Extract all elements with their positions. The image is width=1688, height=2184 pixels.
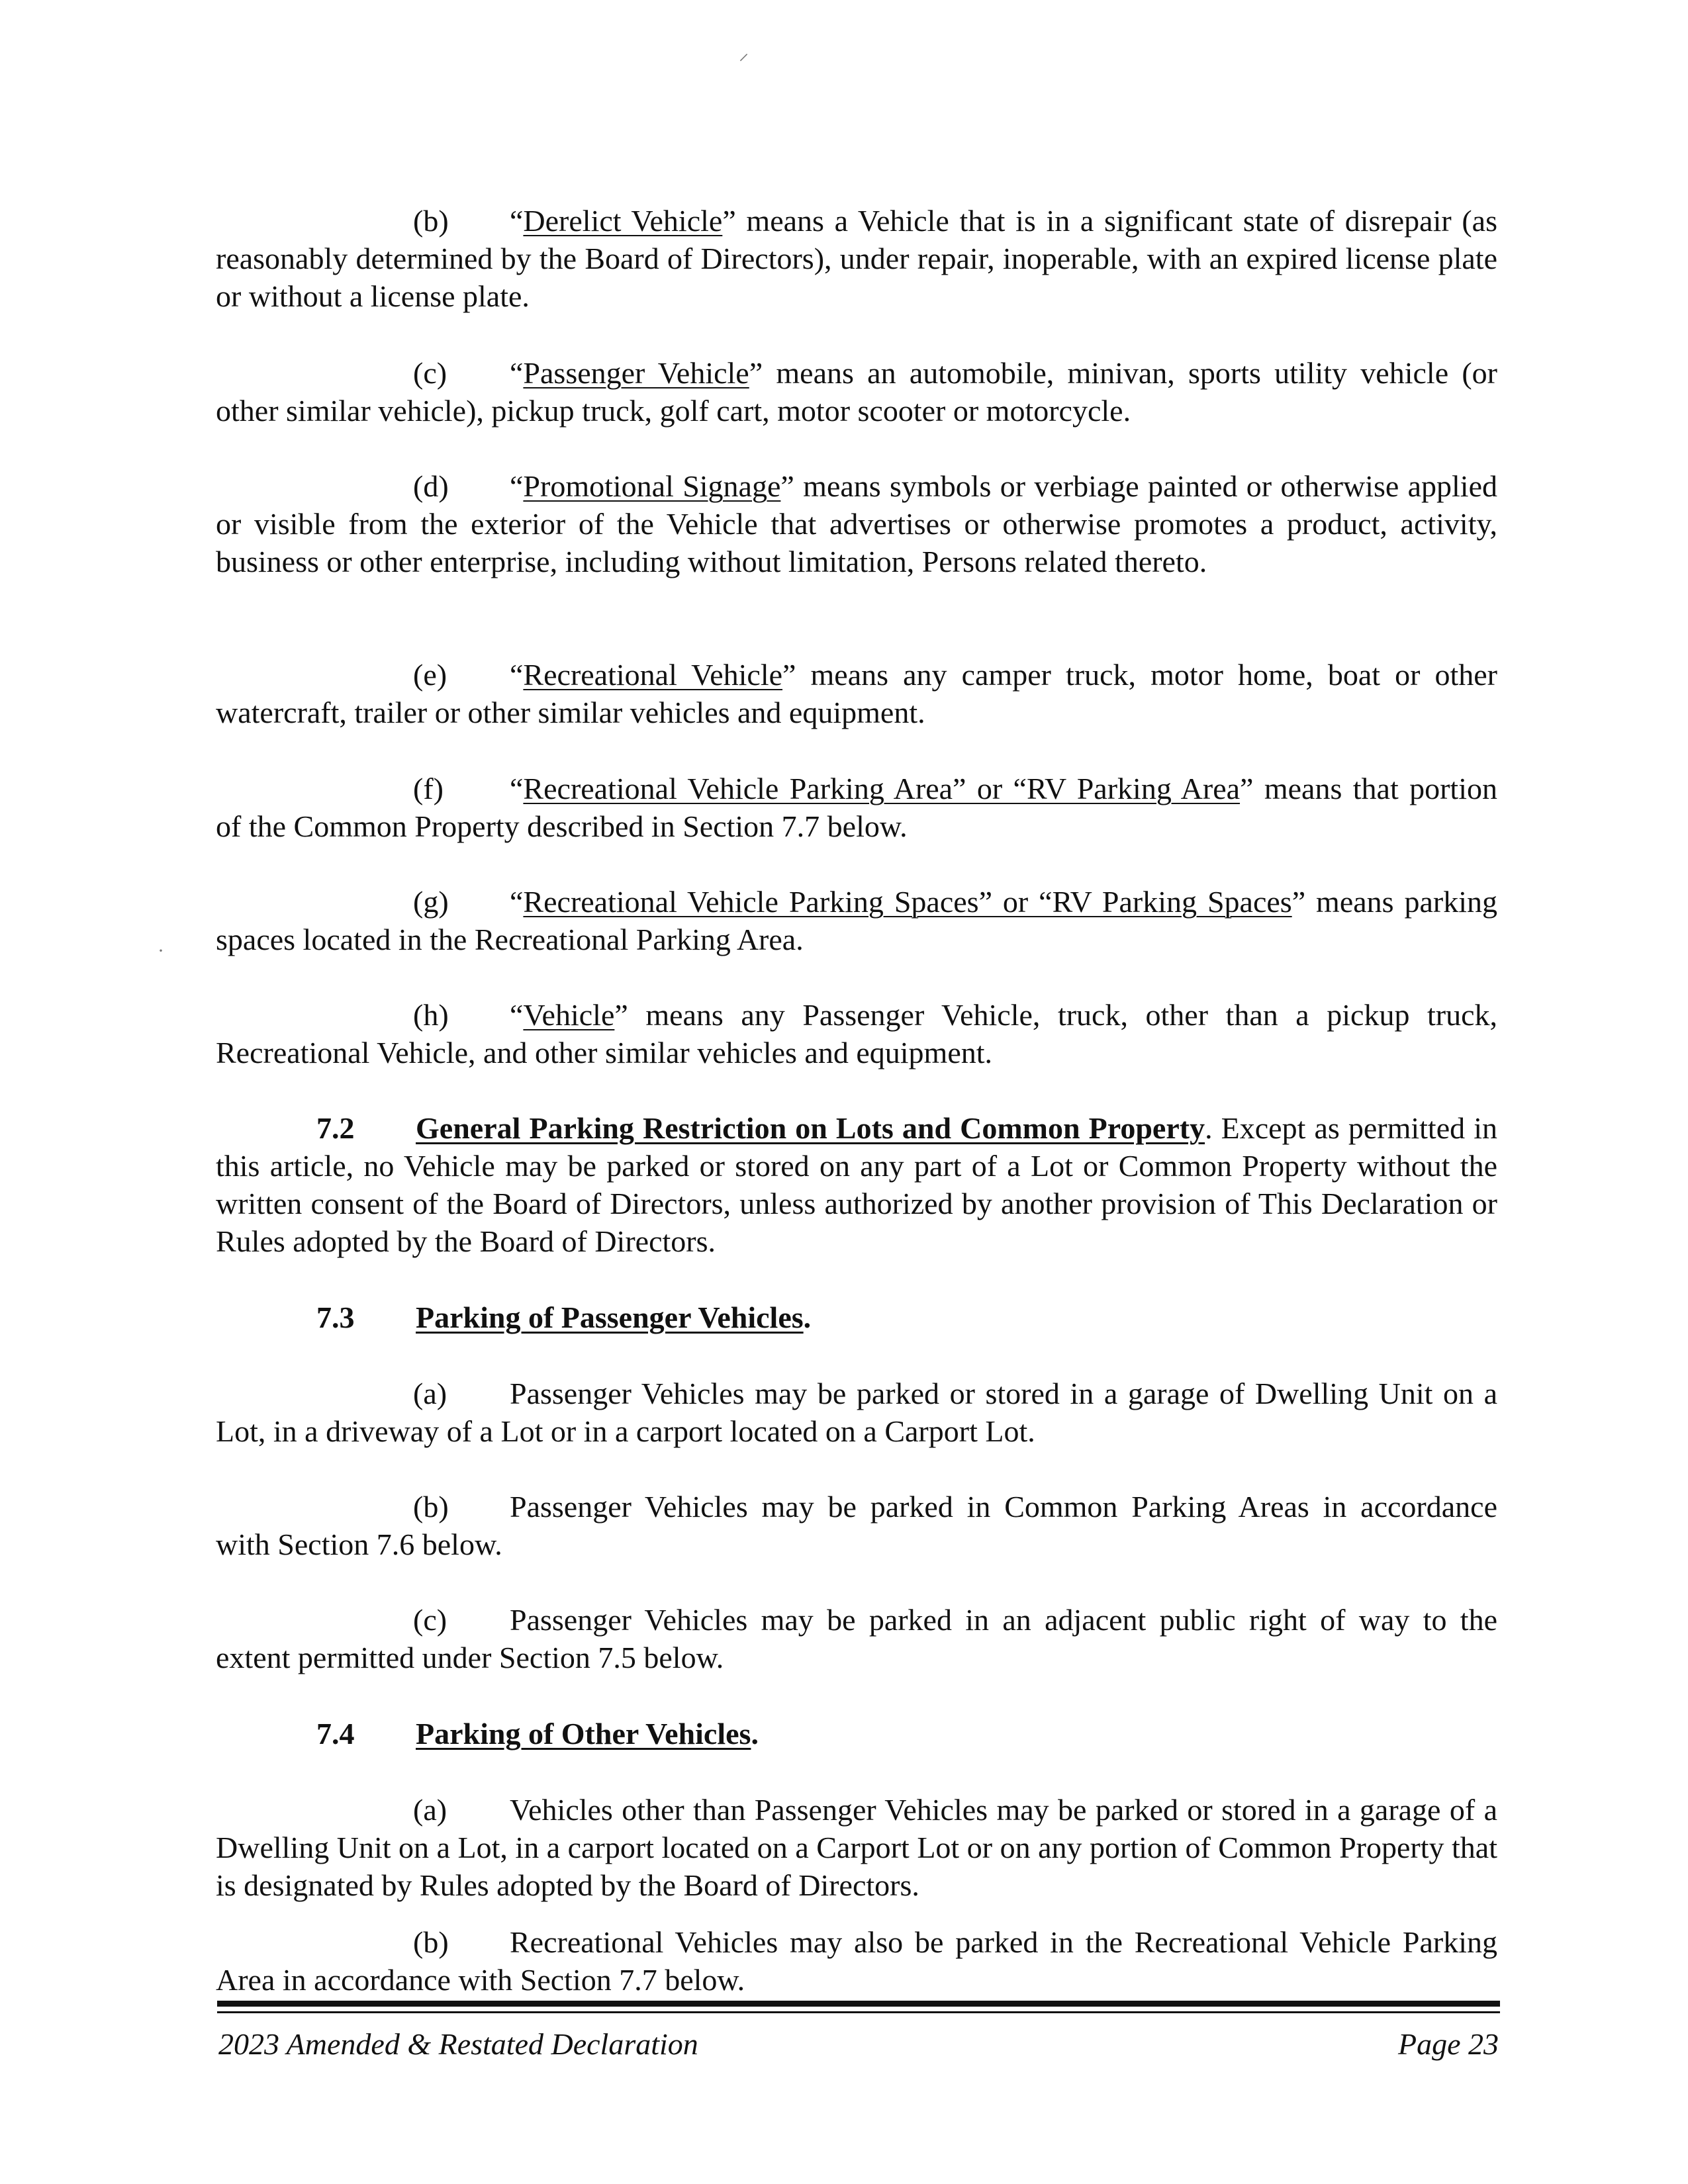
defined-term: Promotional Signage — [523, 469, 781, 503]
scan-mark: · — [158, 940, 164, 962]
item-letter: (f) — [413, 772, 444, 805]
item-text: Passenger Vehicles may be parked in Common Parking Areas in accordance with Section 7.6 below. — [216, 1490, 1497, 1561]
section-number: 7.2 — [316, 1111, 355, 1145]
definition-b: (b) “Derelict Vehicle” means a Vehicle that is in a significant state of disrepair (as reasonably determined by the Board of Directors), under repair, inoperable, with an expired license plate or without a license plate. — [216, 202, 1497, 315]
section-7-3-item-a — [216, 1375, 1497, 1450]
section-title: General Parking Restriction on Lots and Common Property — [416, 1111, 1205, 1145]
section-7-2 — [216, 1109, 1497, 1260]
section-7-3-item-b — [216, 1488, 1497, 1563]
item-letter: (e) — [413, 658, 447, 692]
section-text: . Except as permitted in this article, no Vehicle may be parked or stored on any part of a Lot or Common Property without the written consent of the Board of Directors, unless authorized by another provision of This Declaration or Rules adopted by the Board of Directors. — [216, 1111, 1497, 1258]
definition-e: (e) “Recreational Vehicle” means any camper truck, motor home, boat or other watercraft, trailer or other similar vehicles and equipment. — [216, 656, 1497, 731]
page-number: Page 23 — [1397, 2027, 1499, 2061]
section-number: 7.4 — [316, 1717, 355, 1751]
item-letter: (g) — [413, 885, 449, 919]
footer-title: 2023 Amended & Restated Declaration — [218, 2027, 698, 2061]
item-text: Passenger Vehicles may be parked or stored in a garage of Dwelling Unit on a Lot, in a driveway of a Lot or in a carport located on a Carport Lot. — [216, 1377, 1497, 1448]
section-7-4-item-b — [216, 1923, 1497, 1999]
defined-term: Recreational Vehicle — [523, 658, 783, 692]
item-text: Recreational Vehicles may also be parked in the Recreational Vehicle Parking Area in accordance with Section 7.7 below. — [216, 1925, 1497, 1997]
defined-term: Passenger Vehicle — [523, 356, 749, 390]
defined-term: Vehicle — [523, 998, 615, 1032]
definition-g: (g) “Recreational Vehicle Parking Spaces” or “RV Parking Spaces” means parking spaces located in the Recreational Parking Area. — [216, 883, 1497, 958]
item-letter: (h) — [413, 998, 449, 1032]
item-letter: (c) — [413, 356, 447, 390]
section-7-4-heading — [316, 1715, 759, 1752]
item-letter: (b) — [413, 204, 449, 238]
scan-mark: ⸝ — [739, 42, 749, 64]
definition-h: (h) “Vehicle” means any Passenger Vehicle, truck, other than a pickup truck, Recreational Vehicle, and other similar vehicles and equipment. — [216, 996, 1497, 1071]
section-number: 7.3 — [316, 1300, 355, 1334]
definition-text: ” means any Passenger Vehicle, truck, other than a pickup truck, Recreational Vehicle, and other similar vehicles and equipment. — [216, 998, 1497, 1069]
item-letter: (a) — [413, 1793, 447, 1827]
defined-term: Derelict Vehicle — [523, 204, 723, 238]
definition-c: (c) “Passenger Vehicle” means an automobile, minivan, sports utility vehicle (or other similar vehicle), pickup truck, golf cart, motor scooter or motorcycle. — [216, 354, 1497, 430]
defined-term: Recreational Vehicle Parking Spaces” or “RV Parking Spaces — [523, 885, 1292, 919]
definition-text: ” means parking spaces located in the Recreational Parking Area. — [216, 885, 1498, 956]
definition-text: ” means symbols or verbiage painted or otherwise applied or visible from the exterior of the Vehicle that advertises or otherwise promotes a product, activity, business or other enterprise, including without limitation, Persons related thereto. — [216, 469, 1498, 578]
footer-rule-thick — [217, 2001, 1500, 2007]
section-7-3-heading — [316, 1298, 811, 1336]
section-7-4-item-a — [216, 1791, 1497, 1904]
section-title-period: . — [803, 1300, 812, 1334]
section-title-period: . — [751, 1717, 759, 1751]
item-letter: (c) — [413, 1603, 447, 1637]
section-7-3-item-c — [216, 1601, 1497, 1676]
item-text: Vehicles other than Passenger Vehicles may be parked or stored in a garage of a Dwelling Unit on a Lot, in a carport located on a Carport Lot or on any portion of Common Property that is designated by Rules adopted by the Board of Directors. — [216, 1793, 1497, 1902]
footer-rule-thin — [217, 2011, 1500, 2013]
item-letter: (d) — [413, 469, 449, 503]
section-title: Parking of Passenger Vehicles — [416, 1300, 804, 1334]
definition-text: ” means an automobile, minivan, sports utility vehicle (or other similar vehicle), pickup truck, golf cart, motor scooter or motorcycle. — [216, 356, 1497, 428]
item-letter: (a) — [413, 1377, 447, 1410]
definition-f: (f) “Recreational Vehicle Parking Area” or “RV Parking Area” means that portion of the Common Property described in Section 7.7 below. — [216, 770, 1497, 845]
defined-term: Recreational Vehicle Parking Area” or “RV Parking Area — [523, 772, 1241, 805]
item-letter: (b) — [413, 1490, 449, 1524]
definition-text: ” means that portion of the Common Property described in Section 7.7 below. — [216, 772, 1497, 843]
definition-d: (d) “Promotional Signage” means symbols or verbiage painted or otherwise applied or visible from the exterior of the Vehicle that advertises or otherwise promotes a product, activity, business or other enterprise, including without limitation, Persons related thereto. — [216, 467, 1497, 580]
definition-text: ” means a Vehicle that is in a significant state of disrepair (as reasonably determined by the Board of Directors), under repair, inoperable, with an expired license plate or without a license plate. — [216, 204, 1497, 313]
section-title: Parking of Other Vehicles — [416, 1717, 751, 1751]
definition-text: ” means any camper truck, motor home, boat or other watercraft, trailer or other similar vehicles and equipment. — [216, 658, 1498, 729]
item-letter: (b) — [413, 1925, 449, 1959]
item-text: Passenger Vehicles may be parked in an adjacent public right of way to the extent permitted under Section 7.5 below. — [216, 1603, 1497, 1674]
